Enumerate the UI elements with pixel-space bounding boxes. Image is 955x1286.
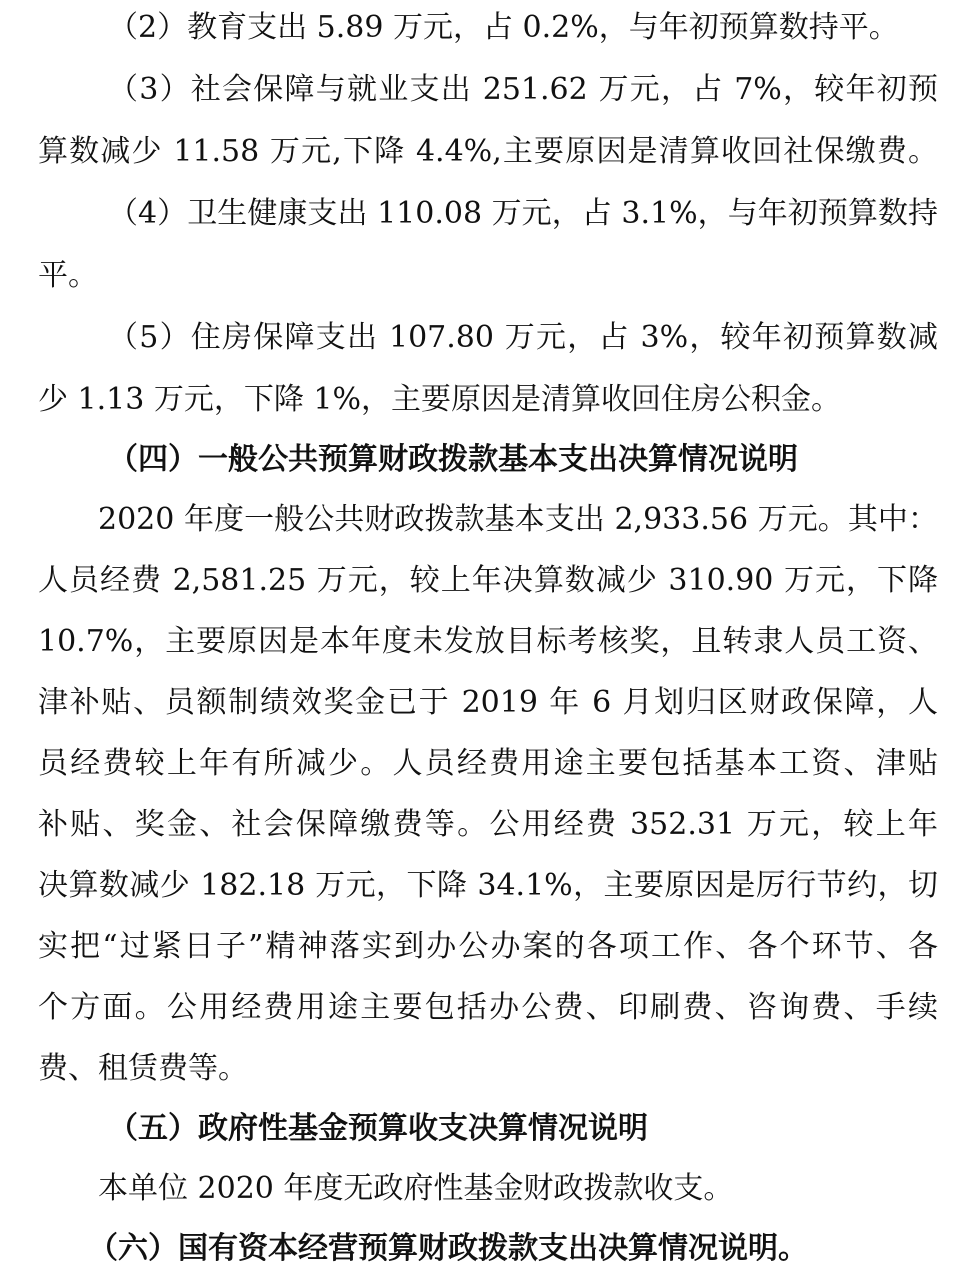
- paragraph-line: 本单位 2020 年度无政府性基金财政拨款收支。: [98, 1171, 734, 1206]
- paragraph-line: 少 1.13 万元，下降 1%，主要原因是清算收回住房公积金。: [38, 382, 841, 417]
- paragraph-line: 费、租赁费等。: [38, 1051, 248, 1086]
- paragraph-line: 人员经费 2,581.25 万元，较上年决算数减少 310.90 万元，下降: [38, 563, 938, 598]
- section-heading: （六）国有资本经营预算财政拨款支出决算情况说明。: [88, 1231, 808, 1266]
- paragraph-line: 津补贴、员额制绩效奖金已于 2019 年 6 月划归区财政保障，人: [38, 685, 938, 720]
- section-heading: （五）政府性基金预算收支决算情况说明: [108, 1111, 648, 1146]
- paragraph-line: 平。: [38, 258, 98, 293]
- paragraph-line: 实把“过紧日子”精神落实到办公办案的各项工作、各个环节、各: [38, 929, 938, 964]
- paragraph-line: 个方面。公用经费用途主要包括办公费、印刷费、咨询费、手续: [38, 990, 938, 1025]
- paragraph-line: （4）卫生健康支出 110.08 万元，占 3.1%，与年初预算数持: [108, 196, 938, 231]
- section-heading: （四）一般公共预算财政拨款基本支出决算情况说明: [108, 442, 798, 477]
- paragraph-line: （2）教育支出 5.89 万元，占 0.2%，与年初预算数持平。: [108, 10, 899, 45]
- paragraph-line: （3）社会保障与就业支出 251.62 万元，占 7%，较年初预: [108, 72, 938, 107]
- paragraph-line: （5）住房保障支出 107.80 万元，占 3%，较年初预算数减: [108, 320, 938, 355]
- paragraph-line: 10.7%，主要原因是本年度未发放目标考核奖，且转隶人员工资、: [38, 624, 938, 659]
- paragraph-line: 补贴、奖金、社会保障缴费等。公用经费 352.31 万元，较上年: [38, 807, 938, 842]
- paragraph-line: 决算数减少 182.18 万元，下降 34.1%，主要原因是厉行节约，切: [38, 868, 938, 903]
- paragraph-line: 员经费较上年有所减少。人员经费用途主要包括基本工资、津贴: [38, 746, 938, 781]
- paragraph-line: 2020 年度一般公共财政拨款基本支出 2,933.56 万元。其中：: [98, 502, 938, 537]
- paragraph-line: 算数减少 11.58 万元,下降 4.4%,主要原因是清算收回社保缴费。: [38, 134, 938, 169]
